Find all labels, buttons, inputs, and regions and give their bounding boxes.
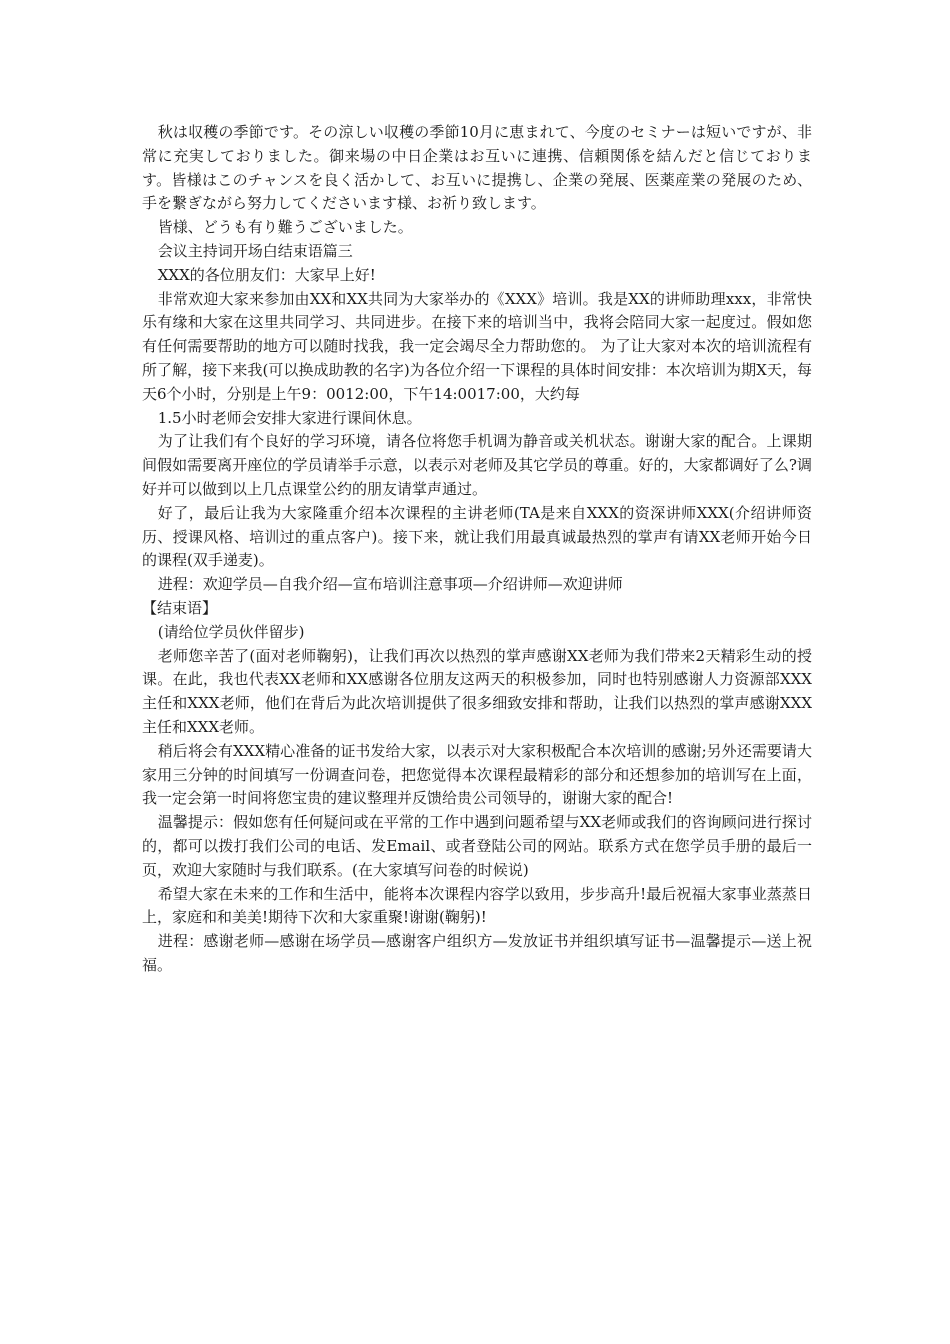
paragraph-please-stay: (请给位学员伙伴留步) — [157, 622, 305, 641]
paragraph-introduce-lecturer: 好了，最后让我为大家隆重介绍本次课程的主讲老师(TA是来自XXX的资深讲师XXX(介绍讲师资历、授课风格、培训过的重点客户)。接下来，就让我们用最真诚最热烈的掌声有请XX老师开始今日的课程(双手递麦)。 — [142, 503, 812, 570]
paragraph-process-opening: 进程：欢迎学员—自我介绍—宣布培训注意事项—介绍讲师—欢迎讲师 — [157, 575, 623, 594]
paragraph-phone-rules: 为了让我们有个良好的学习环境，请各位将您手机调为静音或关机状态。谢谢大家的配合。上课期间假如需要离开座位的学员请举手示意，以表示对老师及其它学员的尊重。好的，大家都调好了么?调好并可以做到以上几点课堂公约的朋友请掌声通过。 — [142, 432, 812, 498]
paragraph-certificates: 稍后将会有XXX精心准备的证书发给大家，以表示对大家积极配合本次培训的感谢;另外还需要请大家用三分钟的时间填写一份调查问卷，把您觉得本次课程最精彩的部分和还想参加的培训写在上面，我一定会第一时间将您宝贵的建议整理并反馈给贵公司领导的，谢谢大家的配合! — [142, 741, 812, 808]
greeting: XXX的各位朋友们：大家早上好! — [157, 265, 376, 284]
paragraph-wishes: 希望大家在未来的工作和生活中，能将本次课程内容学以致用，步步高升!最后祝福大家事业蒸蒸日上，家庭和和美美!期待下次和大家重聚!谢谢(鞠躬)! — [142, 884, 812, 927]
paragraph-japanese-closing: 秋は収穫の季節です。その涼しい収穫の季節10月に恵まれて、今度のセミナーは短いですが、非常に充実しておりました。御来場の中日企業はお互いに連携、信頼関係を結んだと信じております。皆様はこのチャンスを良く活かして、お互いに提携し、企業の発展、医薬産業の発展のため、手を繋ぎながら努力してくださいます様、お祈り致します。 — [142, 123, 812, 213]
paragraph-reminder: 温馨提示：假如您有任何疑问或在平常的工作中遇到问题希望与XX老师或我们的咨询顾问进行探讨的，都可以拨打我们公司的电话、发Email、或者登陆公司的网站。联系方式在您学员手册的最后一页，欢迎大家随时与我们联系。(在大家填写问卷的时候说) — [142, 813, 812, 879]
paragraph-japanese-thanks: 皆様、どうも有り難うございました。 — [157, 218, 413, 237]
paragraph-break-note: 1.5小时老师会安排大家进行课间休息。 — [157, 408, 422, 427]
paragraph-thank-teacher: 老师您辛苦了(面对老师鞠躬)，让我们再次以热烈的掌声感谢XX老师为我们带来2天精彩生动的授课。在此，我也代表XX老师和XX感谢各位朋友这两天的积极参加，同时也特别感谢人力资源部XXX主任和XXX老师，他们在背后为此次培训提供了很多细致安排和帮助，让我们以热烈的掌声感谢XXX主任和XXX老师。 — [142, 646, 812, 736]
document-body — [142, 121, 812, 978]
paragraph-process-closing: 进程：感谢老师—感谢在场学员—感谢客户组织方—发放证书并组织填写证书—温馨提示—送上祝福。 — [142, 932, 812, 974]
section-title: 会议主持词开场白结束语篇三 — [157, 241, 353, 260]
paragraph-welcome: 非常欢迎大家来参加由XX和XX共同为大家举办的《XXX》培训。我是XX的讲师助理xxx，非常快乐有缘和大家在这里共同学习、共同进步。在接下来的培训当中，我将会陪同大家一起度过。假如您有任何需要帮助的地方可以随时找我，我一定会竭尽全力帮助您的。 为了让大家对本次的培训流程有所了解，接下来我(可以换成助教的名字)为各位介绍一下课程的具体时间安排：本次培训为期X天，每天6个小时，分别是上午9：0012:00，下午14:0017:00，大约每 — [142, 289, 812, 403]
heading-closing-remarks: 【结束语】 — [142, 598, 218, 617]
